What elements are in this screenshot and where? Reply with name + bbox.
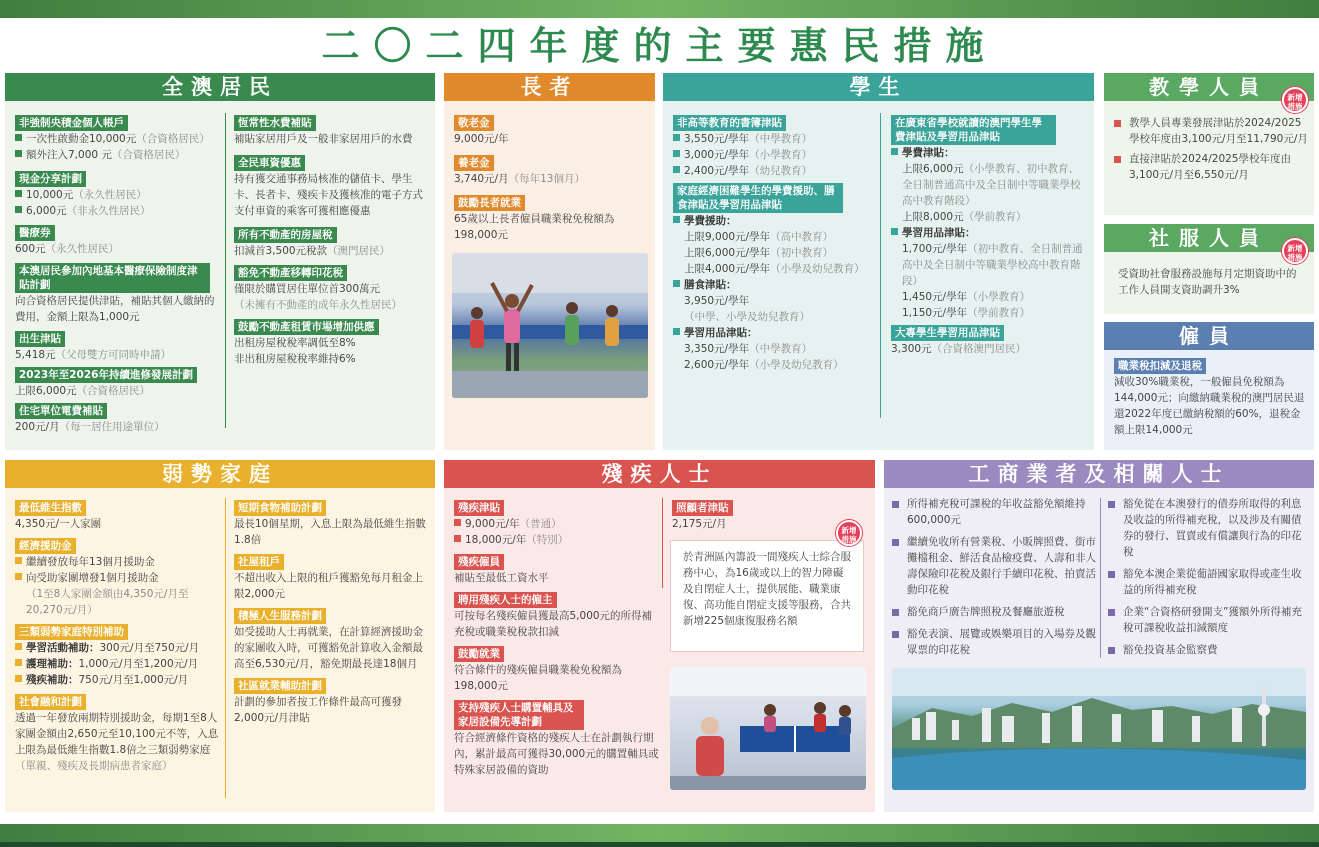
note: （學前教育） <box>963 211 1027 223</box>
section-tag: 殘疾僱員 <box>454 554 504 570</box>
divider <box>225 113 226 428</box>
section-tag: 短期食物補助計劃 <box>234 500 326 516</box>
badge-text: 措施 <box>841 535 857 544</box>
text: 教學人員專業發展津貼於2024/2025學校年度由3,100元/月至11,790元/月 <box>1129 117 1308 145</box>
text: 所得補充稅可課稅的年收益豁免額維持600,000元 <box>907 498 1086 526</box>
text: 最長10個星期，入息上限為最低維生指數1.8倍 <box>234 518 426 546</box>
text: 豁免表演、展覽或娛樂項目的入場券及觀眾票的印花稅 <box>907 628 1096 656</box>
bullet-icon <box>15 134 22 141</box>
note: （每年13個月） <box>508 173 585 185</box>
text: 3,740元/月 <box>454 173 509 185</box>
new-measure-badge <box>1282 238 1308 264</box>
residents-panel <box>5 73 435 450</box>
text: 9,000元/年 <box>465 518 520 530</box>
text: 5,418元 <box>15 349 56 361</box>
new-measure-badge <box>836 520 862 546</box>
new-measure-badge <box>1282 87 1308 113</box>
bullet-icon <box>15 573 22 580</box>
text: 減收30%職業稅，一般僱員免稅額為144,000元；向繳納職業稅的澳門居民退還2022年度已繳納稅額的60%，退稅金額上限14,000元 <box>1114 376 1305 436</box>
disabled-panel <box>444 460 875 812</box>
list-item <box>1108 642 1306 658</box>
text: 750元/月至1,000元/月 <box>78 674 189 686</box>
elderly-heading: 長者 <box>444 73 655 101</box>
residents-heading: 全澳居民 <box>5 73 435 101</box>
bullet-icon <box>892 631 899 638</box>
bullet-icon <box>15 659 22 666</box>
teachers-heading: 教學人員 <box>1104 73 1314 101</box>
section-tag: 本澳居民參加內地基本醫療保險制度津貼計劃 <box>15 263 210 293</box>
section-tag: 最低維生指數 <box>15 500 86 516</box>
note: （學前教育） <box>967 307 1031 319</box>
subheading: 學費津貼： <box>902 147 955 159</box>
social-workers-panel <box>1104 224 1314 314</box>
section-tag: 出生津貼 <box>15 331 65 347</box>
section-tag: 非強制央積金個人帳戶 <box>15 115 128 131</box>
bullet-icon <box>891 148 898 155</box>
text: 向受助家團增發1個月援助金 <box>26 572 159 584</box>
label: 學習活動補助： <box>26 642 100 654</box>
teachers-panel <box>1104 73 1314 215</box>
bullet-icon <box>15 675 22 682</box>
divider <box>225 498 226 798</box>
bullet-icon <box>673 280 680 287</box>
bullet-icon <box>15 643 22 650</box>
divider <box>662 498 663 588</box>
section-tag: 照顧者津貼 <box>672 500 733 516</box>
elderly-panel <box>444 73 655 450</box>
text: 上限4,000元/學年 <box>684 263 771 275</box>
bullet-icon <box>673 150 680 157</box>
text: 3,300元 <box>891 343 932 355</box>
section-tag: 所有不動產的房屋稅 <box>234 227 337 243</box>
bottom-banner <box>0 824 1319 847</box>
bullet-icon <box>454 519 461 526</box>
text: 3,550元/學年 <box>684 133 750 145</box>
section-tag: 養老金 <box>454 155 494 171</box>
text: 9,000元/年 <box>454 133 509 145</box>
text: 1,700元/學年 <box>902 243 968 255</box>
text: 受資助社會服務設施每月定期資助中的工作人員開支資助調升3% <box>1118 268 1297 296</box>
text: 計劃的參加者按工作條件最高可獲發2,000元/月津貼 <box>234 696 402 724</box>
badge-text: 措施 <box>1287 253 1303 262</box>
vulnerable-heading: 弱勢家庭 <box>5 460 435 488</box>
text: 出租房屋稅稅率調低至8% <box>234 337 356 349</box>
subheading: 膳食津貼： <box>684 279 737 291</box>
note: （合資格居民） <box>76 385 151 397</box>
note: （永久性居民） <box>73 189 147 201</box>
label: 殘疾補助： <box>26 674 79 686</box>
text: 6,000元 <box>26 205 67 217</box>
bullet-icon <box>891 228 898 235</box>
section-tag: 鼓勵就業 <box>454 646 504 662</box>
list-item <box>1108 496 1306 560</box>
section-tag: 殘疾津貼 <box>454 500 504 516</box>
text: 200元/月 <box>15 421 60 433</box>
text: 僅限於購買居住單位首300萬元 <box>234 283 381 295</box>
note: （中學、小學及幼兒教育） <box>684 311 810 323</box>
text: 1,450元/學年 <box>902 291 968 303</box>
section-tag: 鼓勵長者就業 <box>454 195 525 211</box>
section-tag: 積極人生服務計劃 <box>234 608 326 624</box>
text: 繼續免收所有營業稅、小販牌照費、街市攤檔租金、鮮活食品檢疫費、人壽和非人壽保險印花稅及銀行手續印花稅、拍賣活動印花稅 <box>907 536 1096 596</box>
badge-text: 措施 <box>1287 102 1303 111</box>
note: （父母雙方可同時申請） <box>55 349 172 361</box>
text: 2,175元/月 <box>672 518 727 530</box>
subheading: 學費援助： <box>684 215 737 227</box>
text: 上限6,000元 <box>902 163 964 175</box>
bullet-icon <box>892 609 899 616</box>
text: 豁免本澳企業從葡語國家取得或產生收益的所得補充稅 <box>1123 568 1302 596</box>
section-tag: 社會融和計劃 <box>15 694 86 710</box>
text: 於青洲區內籌設一間殘疾人士綜合服務中心，為16歲或以上的智力障礙及自閉症人士，提供展能、職業康復、高功能自閉症支援等服務，合共新增225個康復服務名額 <box>683 551 851 627</box>
table-tennis-photo <box>670 666 866 790</box>
bullet-icon <box>15 206 22 213</box>
section-tag: 全民車資優惠 <box>234 155 305 171</box>
section-tag: 恆常性水費補貼 <box>234 115 316 131</box>
text: 不超出收入上限的租戶獲豁免每月租金上限2,000元 <box>234 572 423 600</box>
text: 300元/月至750元/月 <box>99 642 200 654</box>
top-banner <box>0 0 1319 18</box>
badge-text: 新增 <box>1287 93 1303 102</box>
city-skyline-icon <box>892 668 1306 790</box>
text: 3,950元/學年 <box>684 295 750 307</box>
section-tag: 現金分享計劃 <box>15 171 86 187</box>
section-tag: 住宅單位電費補貼 <box>15 403 107 419</box>
students-panel <box>663 73 1094 450</box>
section-tag: 在廣東省學校就讀的澳門學生學費津貼及學習用品津貼 <box>891 115 1056 145</box>
text: 可按每名殘疾僱員獲最高5,000元的所得補充稅或職業稅稅款扣減 <box>454 610 653 638</box>
list-item <box>892 604 1097 620</box>
text: 4,350元/一人家團 <box>15 518 102 530</box>
bullet-icon <box>1114 156 1121 163</box>
note: （1至8人家團金額由4,350元/月至20,270元/月） <box>26 588 189 616</box>
note: （中學教育） <box>749 343 813 355</box>
note: （非永久性居民） <box>66 205 151 217</box>
business-panel <box>884 460 1314 812</box>
text: 符合經濟條件資格的殘疾人士在計劃執行期內，累計最高可獲得30,000元的購置輔具或特殊家居設備的資助 <box>454 732 659 776</box>
badge-text: 新增 <box>841 526 857 535</box>
bullet-icon <box>892 501 899 508</box>
text: 上限6,000元 <box>15 385 77 397</box>
bullet-icon <box>673 328 680 335</box>
note: （合資格澳門居民） <box>931 343 1027 355</box>
text: 持有獲交通事務局核准的儲值卡、學生卡、長者卡、殘疾卡及獲核准的電子方式支付車資的乘客可獲相應優惠 <box>234 173 423 217</box>
students-heading: 學生 <box>663 73 1094 101</box>
bullet-icon <box>15 557 22 564</box>
employees-heading: 僱員 <box>1104 322 1314 350</box>
section-tag: 2023年至2026年持續進修發展計劃 <box>15 367 197 383</box>
section-tag: 鼓勵不動產租賃市場增加供應 <box>234 319 379 335</box>
list-item <box>892 626 1097 658</box>
text: 符合條件的殘疾僱員職業稅免稅額為198,000元 <box>454 664 622 692</box>
bullet-icon <box>892 539 899 546</box>
list-item <box>1108 604 1306 636</box>
bullet-icon <box>673 166 680 173</box>
section-tag: 社屋租戶 <box>234 554 284 570</box>
text: 上限6,000元/學年 <box>684 247 771 259</box>
note: （高中教育） <box>770 231 834 243</box>
note: （初中教育、全日制普通高中及全日制中等職業學校高中教育階段） <box>902 243 1083 287</box>
note: （合資格居民） <box>136 133 210 145</box>
section-tag: 支持殘疾人士購置輔具及家居設備先導計劃 <box>454 700 584 730</box>
social-heading: 社服人員 <box>1104 224 1314 252</box>
text: 豁免商戶廣告牌照稅及餐廳旅遊稅 <box>907 606 1065 618</box>
note: （特別） <box>526 534 569 546</box>
section-tag: 醫療券 <box>15 225 55 241</box>
text: 1,150元/學年 <box>902 307 968 319</box>
text: 10,000元 <box>26 189 74 201</box>
text: 18,000元/年 <box>465 534 527 546</box>
section-tag: 經濟援助金 <box>15 538 76 554</box>
note: （單親、殘疾及長期病患者家庭） <box>15 760 173 772</box>
divider <box>880 113 881 418</box>
note: （幼兒教育） <box>749 165 813 177</box>
text: 2,400元/學年 <box>684 165 750 177</box>
badge-text: 新增 <box>1287 244 1303 253</box>
note: （小學教育、初中教育、全日制普通高中及全日制中等職業學校高中教育階段） <box>902 163 1081 207</box>
list-item <box>892 534 1097 598</box>
label: 護理補助： <box>26 658 79 670</box>
text: 3,350元/學年 <box>684 343 750 355</box>
bullet-icon <box>15 190 22 197</box>
bullet-icon <box>673 216 680 223</box>
note: （永久性居民） <box>45 243 120 255</box>
exercise-scene-icon <box>452 253 648 398</box>
text: 2,600元/學年 <box>684 359 750 371</box>
note: （合資格居民） <box>111 149 186 161</box>
section-tag: 非高等教育的書簿津貼 <box>673 115 786 131</box>
disabled-heading: 殘疾人士 <box>444 460 875 488</box>
list-item <box>1108 566 1306 598</box>
section-tag: 敬老金 <box>454 115 494 131</box>
note: （未擁有不動產的成年永久性居民） <box>234 299 402 311</box>
text: 1,000元/月至1,200元/月 <box>78 658 199 670</box>
text: 3,000元/學年 <box>684 149 750 161</box>
new-service-note <box>670 540 864 652</box>
vulnerable-families-panel <box>5 460 435 812</box>
subheading: 學習用品津貼： <box>902 227 976 239</box>
text: 額外注入7,000 元 <box>26 149 112 161</box>
business-heading: 工商業者及相關人士 <box>884 460 1314 488</box>
text: 非出租房屋稅稅率維持6% <box>234 353 356 365</box>
section-tag: 家庭經濟困難學生的學費援助、膳食津貼及學習用品津貼 <box>673 183 843 213</box>
note: （小學教育） <box>967 291 1031 303</box>
text: 繼續發放每年13個月援助金 <box>26 556 155 568</box>
text: 上限8,000元 <box>902 211 964 223</box>
bullet-icon <box>1108 647 1115 654</box>
bullet-icon <box>454 535 461 542</box>
text: 豁免投資基金監察費 <box>1123 644 1218 656</box>
macau-skyline-photo <box>892 668 1306 790</box>
note: （每一居住用途單位） <box>59 421 165 433</box>
note: （小學教育） <box>749 149 813 161</box>
section-tag: 職業稅扣減及退稅 <box>1114 358 1206 374</box>
note: （普通） <box>519 518 562 530</box>
divider <box>1100 498 1101 658</box>
bullet-icon <box>673 134 680 141</box>
text: 補貼家居用戶及一般非家居用戶的水費 <box>234 133 413 145</box>
page-title: 二〇二四年度的主要惠民措施 <box>321 24 998 68</box>
elderly-exercise-photo <box>452 253 648 398</box>
table-tennis-scene-icon <box>670 666 866 790</box>
section-tag: 聘用殘疾人士的僱主 <box>454 592 557 608</box>
note: （小學及幼兒教育） <box>749 359 844 371</box>
text: 扣減首3,500元稅款 <box>234 245 328 257</box>
text: 補貼至最低工資水平 <box>454 572 549 584</box>
list-item <box>892 496 1097 528</box>
text: 一次性啟動金10,000元 <box>26 133 137 145</box>
text: 上限9,000元/學年 <box>684 231 771 243</box>
text: 透過一年發放兩期特別援助金，每期1至8人家團金額由2,650元至10,100元不等，入息上限為最低維生指數1.8倍之三類弱勢家庭 <box>15 712 219 756</box>
section-tag: 大專學生學習用品津貼 <box>891 325 1004 341</box>
section-tag: 三類弱勢家庭特別補助 <box>15 624 128 640</box>
subheading: 學習用品津貼： <box>684 327 758 339</box>
text: 豁免從在本澳發行的債券所取得的利息及收益的所得補充稅，以及涉及有關債券的發行、買賣或有償讓與行為的印花稅 <box>1123 498 1302 558</box>
note: （中學教育） <box>749 133 813 145</box>
text: 如受援助人士再就業，在計算經濟援助金的家團收入時，可獲豁免計算收入金額最高至6,530元/月，豁免期最長達18個月 <box>234 626 423 670</box>
note: （初中教育） <box>770 247 834 259</box>
text: 直接津貼於2024/2025學校年度由3,100元/月至6,550元/月 <box>1129 153 1291 181</box>
text: 65歲以上長者僱員職業稅免稅額為198,000元 <box>454 213 615 241</box>
text: 600元 <box>15 243 46 255</box>
bullet-icon <box>1108 501 1115 508</box>
section-tag: 豁免不動產移轉印花稅 <box>234 265 347 281</box>
bullet-icon <box>1108 571 1115 578</box>
note: （小學及幼兒教育） <box>770 263 865 275</box>
note: （澳門居民） <box>327 245 391 257</box>
section-tag: 社區就業輔助計劃 <box>234 678 326 694</box>
employees-panel <box>1104 322 1314 450</box>
text: 向合資格居民提供津貼，補貼其個人繳納的費用，金額上限為1,000元 <box>15 295 215 323</box>
text: 企業“合資格研發開支”獲額外所得補充稅可課稅收益扣減額度 <box>1123 606 1302 634</box>
bullet-icon <box>1114 120 1121 127</box>
bullet-icon <box>1108 609 1115 616</box>
bullet-icon <box>15 150 22 157</box>
